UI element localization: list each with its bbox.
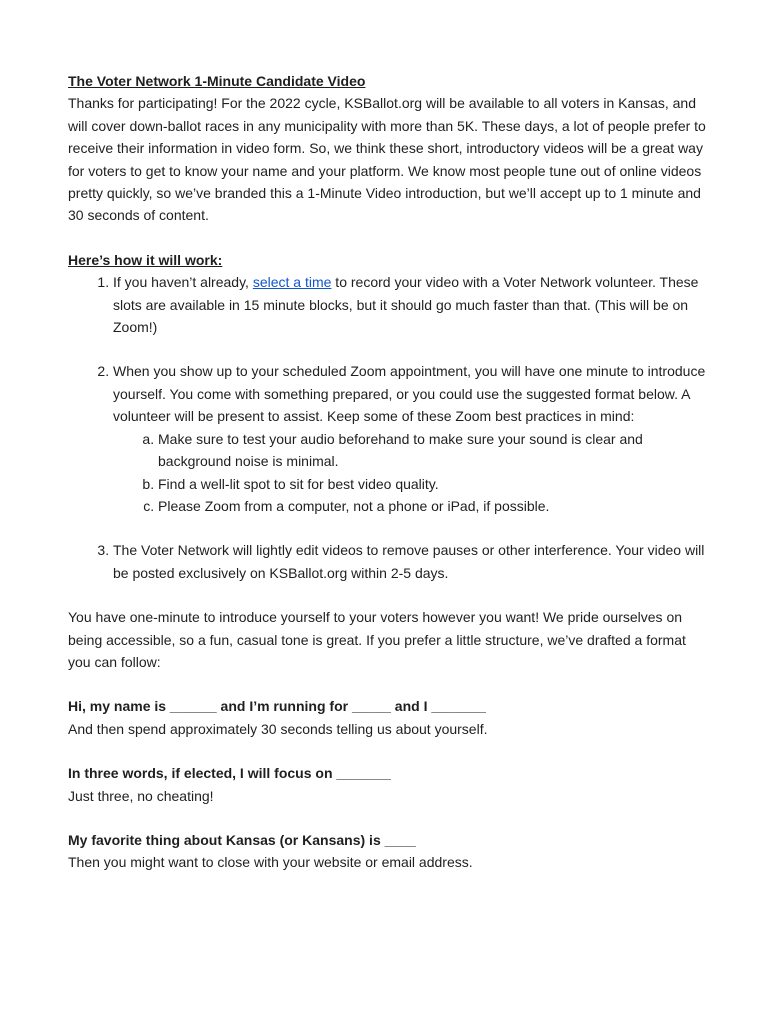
prompt-3-note: Then you might want to close with your website or email address. — [68, 854, 473, 871]
step-2 — [113, 360, 708, 517]
zoom-tip: a. Make sure to test your audio beforehand to make sure your sound is clear and background noise is minimal. — [158, 428, 708, 473]
document-body — [68, 70, 708, 874]
prompt-2-note: Just three, no cheating! — [68, 787, 214, 804]
zoom-tips-list — [113, 428, 708, 518]
prompt-1-note: And then spend approximately 30 seconds telling us about yourself. — [68, 720, 488, 737]
zoom-tip: c. Please Zoom from a computer, not a phone or iPad, if possible. — [158, 495, 708, 517]
prompt-1: Hi, my name is ______ and I’m running for _____ and I _______ — [68, 698, 486, 715]
step-1-pre: If you haven’t already, — [113, 274, 253, 291]
steps-list — [68, 271, 708, 584]
intro-paragraph: Thanks for participating! For the 2022 cycle, KSBallot.org will be available to all voters in Kansas, and will cover down-ballot races in any municipality with more than 5K. These days, a lot of people prefer to receive their information in video form. So, we think these short, introductory videos will be a great way for voters to get to know your name and your platform. We know most people tune out of online videos pretty quickly, so we’ve branded this a 1-Minute Video introduction, but we’ll accept up to 1 minute and 30 seconds of content. — [68, 95, 706, 224]
document-title: The Voter Network 1-Minute Candidate Video — [68, 73, 366, 89]
step-1-post: to record your video with a Voter Network volunteer. These slots are available in 15 minute blocks, but it should go much faster than that. (This will be on Zoom!) — [113, 274, 699, 336]
how-it-works-heading: Here’s how it will work: — [68, 251, 223, 268]
prompt-3: My favorite thing about Kansas (or Kansans) is ____ — [68, 831, 416, 848]
step-1 — [113, 271, 708, 338]
step-3: 3. The Voter Network will lightly edit videos to remove pauses or other interference. Your video will be posted exclusively on KSBallot.org within 2-5 days. — [113, 539, 708, 584]
step-2-text: When you show up to your scheduled Zoom appointment, you will have one minute to introduce yourself. You come with something prepared, or you could use the suggested format below. A volunteer will be present to assist. Keep some of these Zoom best practices in mind: — [113, 363, 706, 425]
zoom-tip: b. Find a well-lit spot to sit for best video quality. — [158, 473, 708, 495]
prompt-2: In three words, if elected, I will focus on _______ — [68, 765, 391, 782]
select-time-link[interactable]: select a time — [252, 274, 332, 291]
format-intro-paragraph: You have one-minute to introduce yourself to your voters however you want! We pride ourselves on being accessible, so a fun, casual tone is great. If you prefer a little structure, we’ve drafted a format you can follow: — [68, 609, 686, 670]
